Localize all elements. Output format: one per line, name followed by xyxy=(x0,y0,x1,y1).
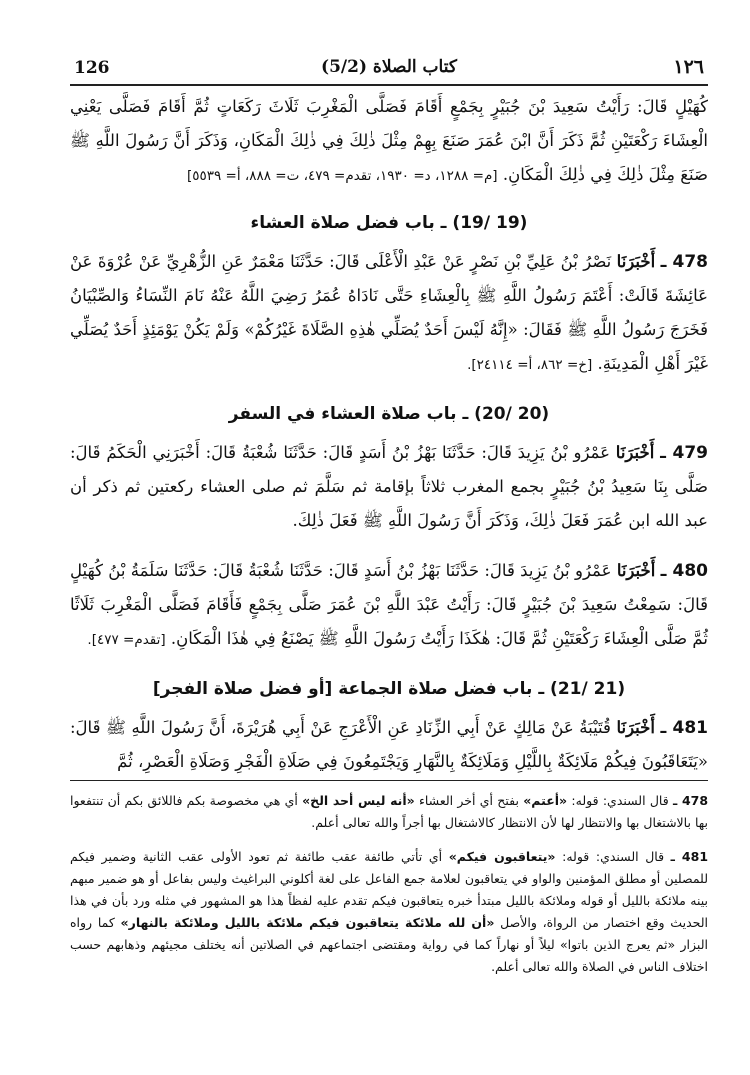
page-header xyxy=(70,52,708,86)
hadith-text: نَصْرُ بْنُ عَلِيِّ بْنِ نَصْرٍ عَنْ عَبْدِ الْأَعْلَى قَالَ: حَدَّثَنَا مَعْمَرٌ عَنِ الزُّهْرِيِّ عَنْ عُرْوَةَ عَنْ عَائِشَةَ قَالَتْ: أَعْتَمَ رَسُولُ اللَّهِ ﷺ بِالْعِشَاءِ حَتَّى نَادَاهُ عُمَرُ رَضِيَ اللَّهُ عَنْهُ نَامَ النِّسَاءُ وَالصِّبْيَانُ فَخَرَجَ رَسُولُ اللَّهِ ﷺ فَقَالَ: «إِنَّهُ لَيْسَ أَحَدٌ يُصَلِّي هٰذِهِ الصَّلَاةَ غَيْرُكُمْ» وَلَمْ يَكُنْ يَوْمَئِذٍ أَحَدٌ يُصَلِّي غَيْرَ أَهْلِ الْمَدِينَةِ. xyxy=(70,252,708,373)
footnote-intro: قال السندي: قوله: xyxy=(571,793,669,808)
footnote-quote: «أنه ليس أحد الخ» xyxy=(302,793,415,808)
chapter-heading: (19 /19) ـ باب فضل صلاة العشاء xyxy=(250,213,528,233)
footnote-divider xyxy=(70,780,708,781)
footnote-text: أي تأتي طائفة عقب طائفة ثم تعود الأولى عقب الثانية وضمير فيكم للمصلين أو مطلق المؤمنين والواو في يتعاقبون لعلامة جمع الفاعل على لغة أكلوني البراغيث وليس بفاعل أو هو ضمير مبهم بينه ملائكة بالليل أو قوله وملائكة بالليل مبتدأ خبره يتعاقبون فيكم تقدم عليه لفظاً هذا هو المشهور في مثله ورد بأن في هذا الحديث وقع اختصار من الرواة، والأصل xyxy=(70,849,708,930)
continued-text: كُهَيْلٍ قَالَ: رَأَيْتُ سَعِيدَ بْنَ جُبَيْرٍ بِجَمْعٍ أَقَامَ فَصَلَّى الْمَغْرِبَ ثَلَاثَ رَكَعَاتٍ ثُمَّ أَقَامَ فَصَلَّى يَعْنِي الْعِشَاءَ رَكْعَتَيْنِ ثُمَّ ذَكَرَ أَنَّ ابْنَ عُمَرَ صَنَعَ بِهِمْ مِثْلَ ذٰلِكَ فِي ذٰلِكَ الْمَكَانِ، وَذَكَرَ أَنَّ رَسُولَ اللَّهِ ﷺ صَنَعَ مِثْلَ ذٰلِكَ فِي ذٰلِكَ الْمَكَانِ. xyxy=(70,97,708,184)
hadith-number: 479 ـ xyxy=(660,443,708,463)
hadith-reference: [خ= ٨٦٢، أ= ٢٤١١٤]. xyxy=(467,357,593,373)
hadith-reference: [م= ١٢٨٨، د= ١٩٣٠، تقدم= ٤٧٩، ت= ٨٨٨، أ= ٥٥٣٩] xyxy=(186,168,498,184)
hadith-number: 478 ـ xyxy=(660,252,709,272)
chapter-heading: (21 /21) ـ باب فضل صلاة الجماعة [أو فضل صلاة الفجر] xyxy=(152,679,626,699)
chapter-heading: (20 /20) ـ باب صلاة العشاء في السفر xyxy=(228,404,550,424)
footnote-481 xyxy=(70,846,708,978)
running-title: كتاب الصلاة (5/2) xyxy=(321,57,457,77)
footnote-quote: «أعتم» xyxy=(523,793,568,808)
footnote-text: كما رواه البزار «ثم يعرج الذين باتوا» ليلاً أو نهاراً كما في رواية ومقتضى اجتماعهم في الصلاتين أنه يختلف مجيئهم وذهابهم حسب اختلاف الناس في الصلاة والله تعالى أعلم. xyxy=(70,915,708,974)
hadith-481 xyxy=(70,711,708,779)
hadith-text: قُتَيْبَةُ عَنْ مَالِكٍ عَنْ أَبِي الزِّنَادِ عَنِ الْأَعْرَجِ عَنْ أَبِي هُرَيْرَةَ، أَنَّ رَسُولَ اللَّهِ ﷺ قَالَ: «يَتَعَاقَبُونَ فِيكُمْ مَلَائِكَةٌ بِاللَّيْلِ وَمَلَائِكَةٌ بِالنَّهَارِ وَيَجْتَمِعُونَ فِي صَلَاةِ الْفَجْرِ وَصَلَاةِ الْعَصْرِ، ثُمَّ xyxy=(70,718,708,771)
hadith-number: 480 ـ xyxy=(660,561,709,581)
hadith-480 xyxy=(70,554,708,657)
footnote-text: أي هي مخصوصة بكم فاللائق بكم أن تنتفعوا بها بالاشتغال بها والانتظار لها لأن الانتظار كالاشتغال بها أجراً والله تعالى أعلم. xyxy=(70,793,708,830)
footnote-quote: «يتعاقبون فيكم» xyxy=(448,849,556,864)
continued-hadith xyxy=(70,90,708,193)
hadith-narrator: أَخْبَرَنَا xyxy=(616,252,656,271)
footnote-478 xyxy=(70,790,708,834)
page-number-arabic: ١٢٦ xyxy=(673,56,704,78)
footnote-quote: «أن لله ملائكة يتعاقبون فيكم ملائكة بالليل وملائكة بالنهار» xyxy=(120,915,495,930)
hadith-479 xyxy=(70,436,708,538)
main-text xyxy=(70,90,708,779)
page-number-latin: 126 xyxy=(74,58,110,78)
hadith-reference: [تقدم= ٤٧٧]. xyxy=(87,632,166,648)
footnote-number: 481 ـ xyxy=(670,849,709,864)
hadith-number: 481 ـ xyxy=(660,718,708,738)
hadith-narrator: أَخْبَرَنَا xyxy=(616,561,656,580)
footnote-intro: قال السندي: قوله: xyxy=(562,849,665,864)
hadith-text: عَمْرُو بْنُ يَزِيدَ قَالَ: حَدَّثَنَا بَهْزُ بْنُ أَسَدٍ قَالَ: حَدَّثَنَا شُعْبَةُ قَالَ: حَدَّثَنَا سَلَمَةُ بْنُ كُهَيْلٍ قَالَ: سَمِعْتُ سَعِيدَ بْنَ جُبَيْرٍ قَالَ: رَأَيْتُ عَبْدَ اللَّهِ بْنَ عُمَرَ صَلَّى بِجَمْعٍ فَأَقَامَ فَصَلَّى الْمَغْرِبَ ثَلَاثًا ثُمَّ صَلَّى الْعِشَاءَ رَكْعَتَيْنِ ثُمَّ قَالَ: هٰكَذَا رَأَيْتُ رَسُولَ اللَّهِ ﷺ يَصْنَعُ فِي هٰذَا الْمَكَانِ. xyxy=(70,561,708,648)
hadith-text: عَمْرُو بْنُ يَزِيدَ قَالَ: حَدَّثَنَا بَهْزُ بْنُ أَسَدٍ قَالَ: حَدَّثَنَا شُعْبَةُ قَالَ: أَخْبَرَنِي الْحَكَمُ قَالَ: صَلَّى بِنَا سَعِيدُ بْنُ جُبَيْرٍ بجمع المغرب ثلاثاً بإقامة ثم سَلَّمَ ثم صلى العشاء ركعتين ثم ذكر أن عبد الله ابن عُمَرَ فَعَلَ ذٰلِكَ، وَذَكَرَ أَنَّ رَسُولَ اللَّهِ ﷺ فَعَلَ ذٰلِكَ. xyxy=(70,443,708,530)
footnote-text: بفتح أي أخر العشاء xyxy=(419,793,519,808)
footnote-number: 478 ـ xyxy=(673,793,709,808)
hadith-narrator: أَخْبَرَنَا xyxy=(615,443,655,462)
footnotes xyxy=(70,790,708,990)
hadith-narrator: أَخْبَرَنَا xyxy=(616,718,655,737)
hadith-478 xyxy=(70,245,708,382)
